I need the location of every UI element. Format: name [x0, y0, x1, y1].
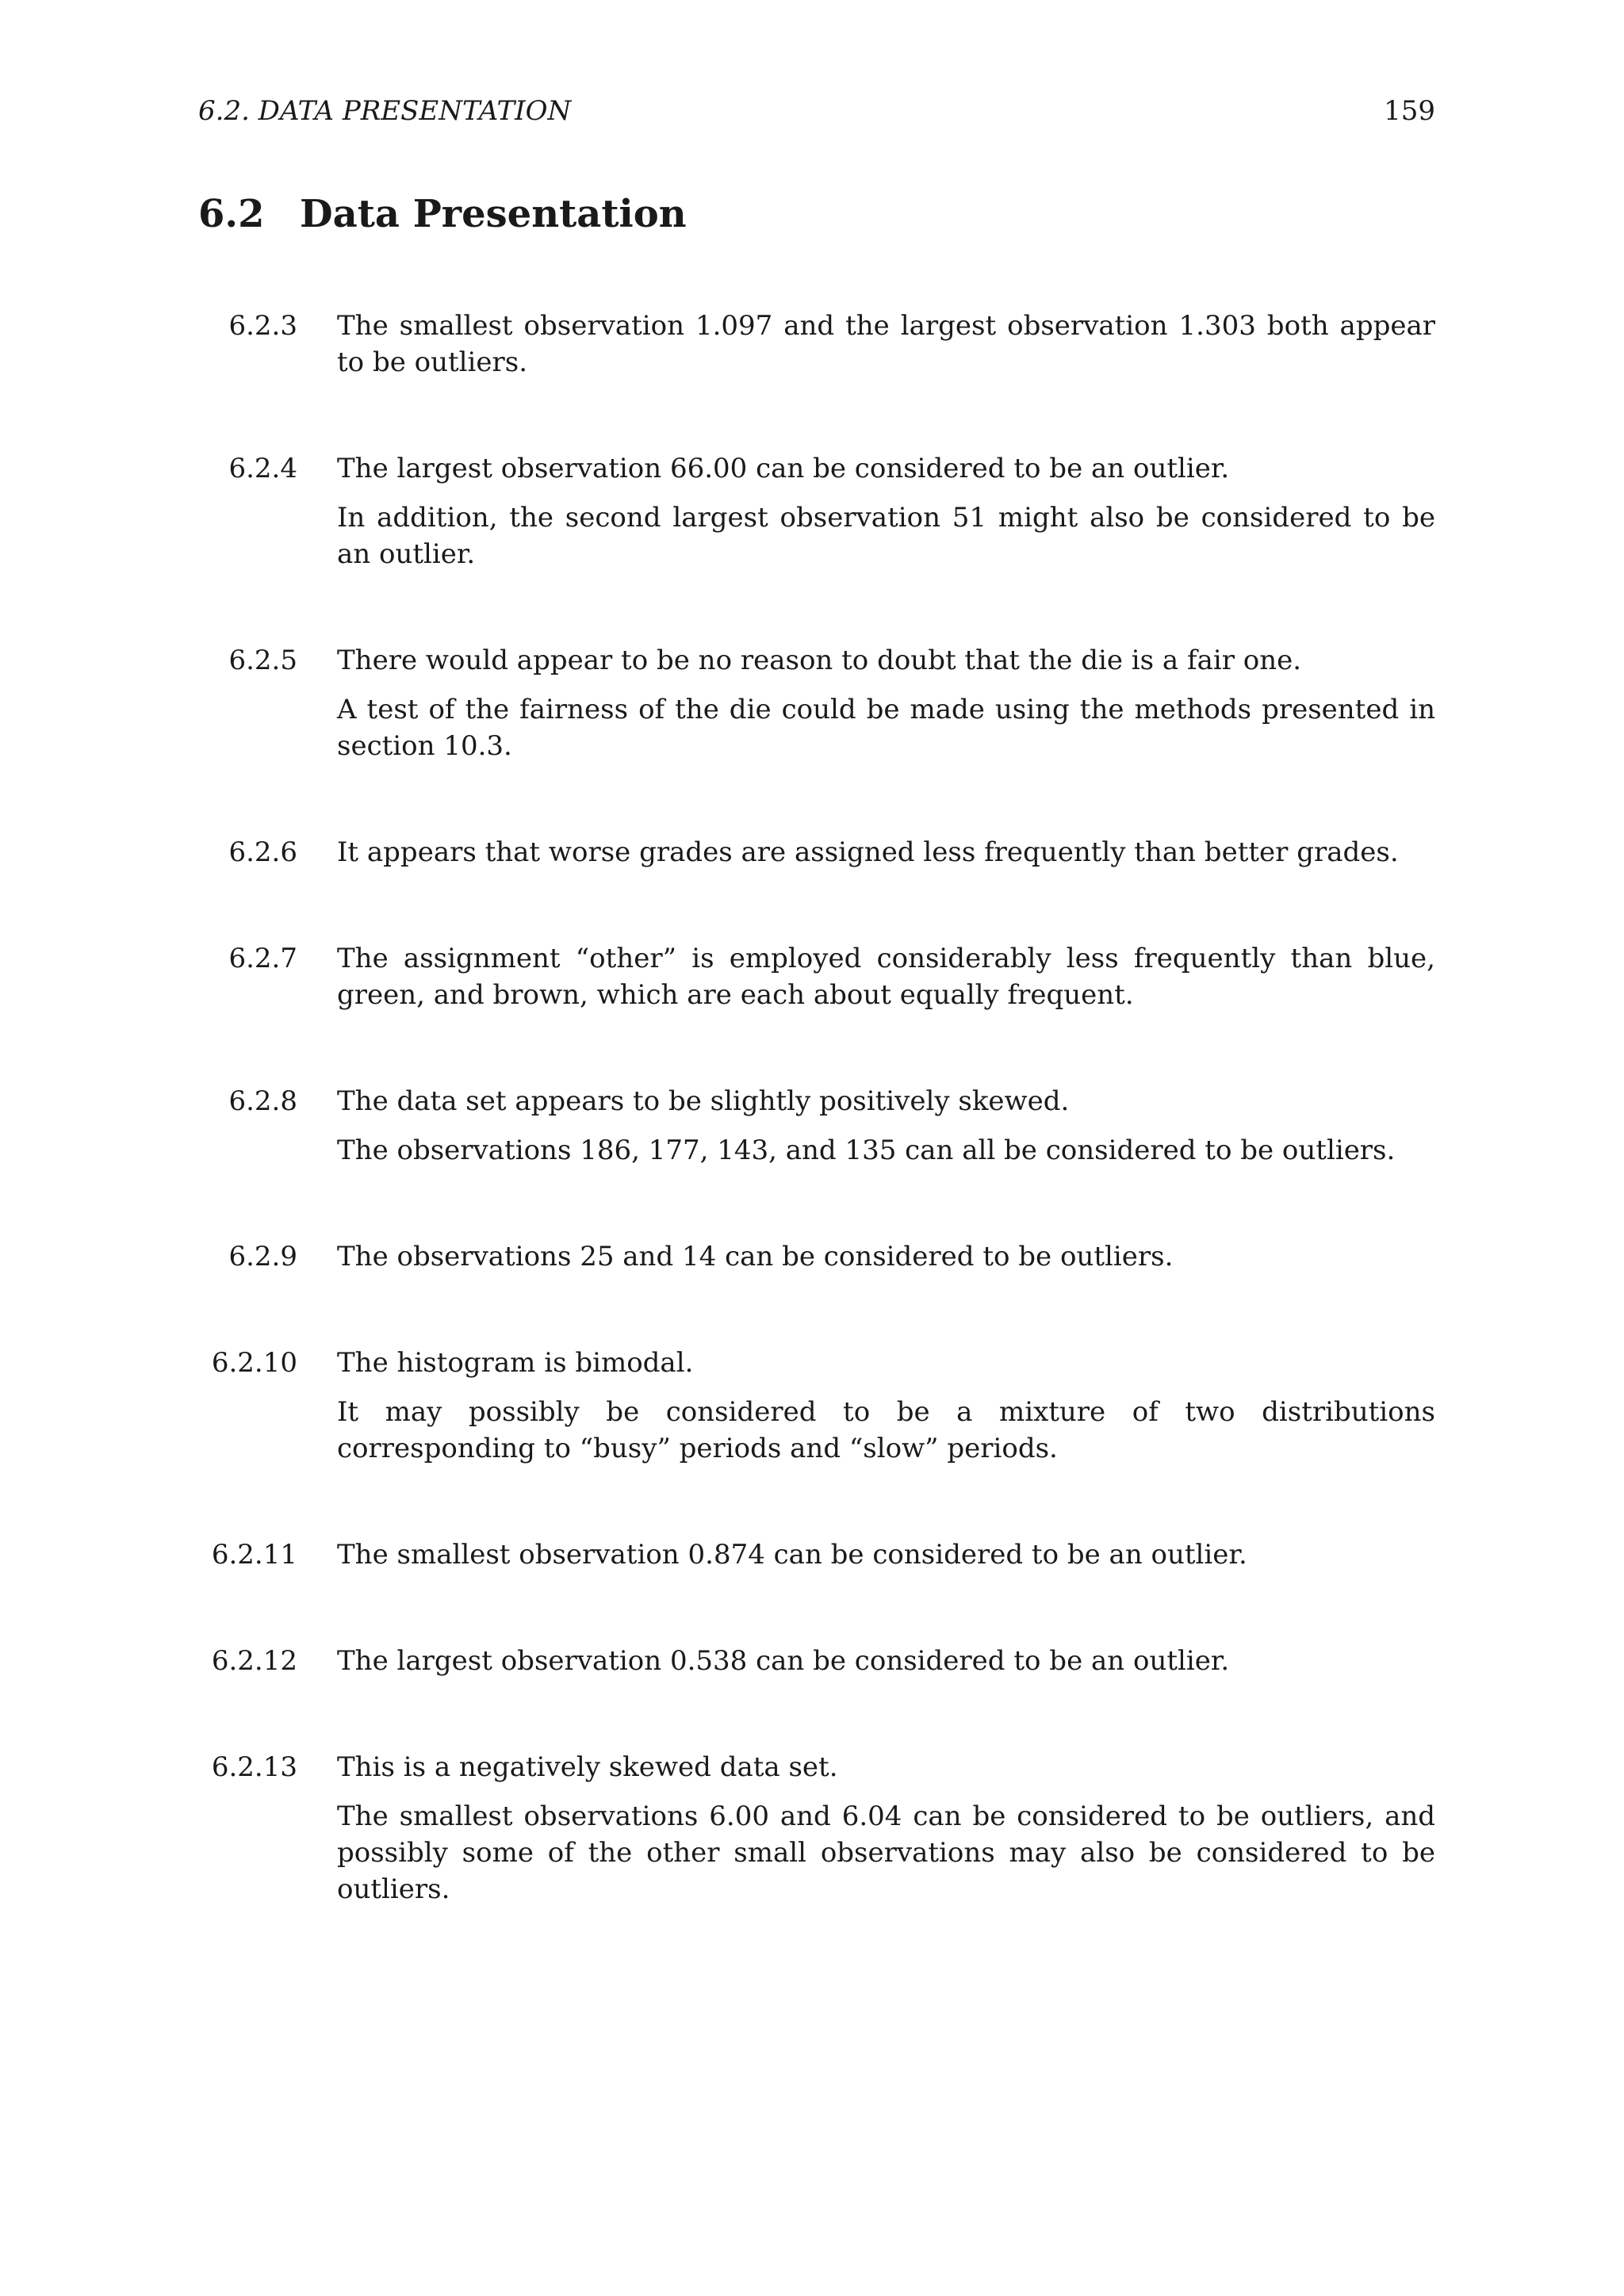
exercise-body: [337, 1345, 1435, 1467]
exercise-paragraph: The assignment “other” is employed considerably less frequently than blue, green, and brown, which are each about equally frequent.: [337, 943, 1435, 1011]
exercise-body: [337, 1536, 1435, 1573]
exercise-6-2-10: [198, 1345, 1435, 1467]
section-number: 6.2: [198, 192, 265, 236]
exercise-6-2-6: [198, 834, 1435, 871]
running-title: 6.2. DATA PRESENTATION: [198, 95, 572, 127]
exercise-paragraph: The largest observation 0.538 can be considered to be an outlier.: [337, 1645, 1230, 1677]
exercise-paragraph: In addition, the second largest observation 51 might also be considered to be an outlier.: [337, 502, 1435, 570]
exercise-number: 6.2.13: [211, 1751, 297, 1783]
exercise-paragraph: The largest observation 66.00 can be considered to be an outlier.: [337, 453, 1230, 484]
exercise-paragraph: The smallest observation 1.097 and the largest observation 1.303 both appear to be outliers.: [337, 310, 1435, 378]
exercise-6-2-7: [198, 940, 1435, 1013]
exercise-number: 6.2.7: [228, 943, 297, 974]
section-heading: [198, 189, 687, 239]
exercise-paragraph: The smallest observation 0.874 can be considered to be an outlier.: [337, 1539, 1247, 1571]
exercise-paragraph: There would appear to be no reason to doubt that the die is a fair one.: [337, 645, 1302, 676]
page-number: 159: [1384, 95, 1435, 127]
exercise-paragraph: The smallest observations 6.00 and 6.04 can be considered to be outliers, and possibly some of the other small observations may also be considered to be outliers.: [337, 1800, 1435, 1905]
exercise-number: 6.2.8: [228, 1085, 297, 1117]
exercise-paragraph: It appears that worse grades are assigned less frequently than better grades.: [337, 836, 1399, 868]
exercise-6-2-3: [198, 308, 1435, 381]
exercise-body: [337, 1749, 1435, 1908]
exercise-paragraph: It may possibly be considered to be a mixture of two distributions corresponding to “busy” periods and “slow” periods.: [337, 1396, 1435, 1464]
exercise-number: 6.2.12: [211, 1645, 297, 1677]
exercise-body: [337, 642, 1435, 764]
exercise-number: 6.2.4: [228, 453, 297, 484]
exercise-6-2-5: [198, 642, 1435, 764]
exercise-paragraph: This is a negatively skewed data set.: [337, 1751, 838, 1783]
exercise-number: 6.2.3: [228, 310, 297, 342]
section-title: Data Presentation: [300, 192, 687, 236]
exercise-paragraph: The histogram is bimodal.: [337, 1347, 694, 1379]
exercise-6-2-8: [198, 1083, 1435, 1169]
exercise-body: [337, 1238, 1435, 1275]
exercise-list: [198, 308, 1435, 1977]
exercise-6-2-9: [198, 1238, 1435, 1275]
exercise-body: [337, 1083, 1435, 1169]
exercise-body: [337, 1643, 1435, 1679]
exercise-6-2-11: [198, 1536, 1435, 1573]
running-header: [198, 92, 1435, 130]
exercise-body: [337, 834, 1435, 871]
exercise-number: 6.2.5: [228, 645, 297, 676]
exercise-6-2-13: [198, 1749, 1435, 1908]
exercise-body: [337, 308, 1435, 381]
exercise-number: 6.2.9: [228, 1241, 297, 1272]
exercise-paragraph: A test of the fairness of the die could be made using the methods presented in section 10.3.: [337, 694, 1435, 762]
exercise-paragraph: The data set appears to be slightly positively skewed.: [337, 1085, 1070, 1117]
exercise-paragraph: The observations 25 and 14 can be considered to be outliers.: [337, 1241, 1174, 1272]
exercise-body: [337, 940, 1435, 1013]
exercise-6-2-12: [198, 1643, 1435, 1679]
exercise-number: 6.2.11: [211, 1539, 297, 1571]
exercise-paragraph: The observations 186, 177, 143, and 135 can all be considered to be outliers.: [337, 1135, 1396, 1166]
exercise-body: [337, 450, 1435, 572]
exercise-number: 6.2.10: [211, 1347, 297, 1379]
exercise-6-2-4: [198, 450, 1435, 572]
exercise-number: 6.2.6: [228, 836, 297, 868]
